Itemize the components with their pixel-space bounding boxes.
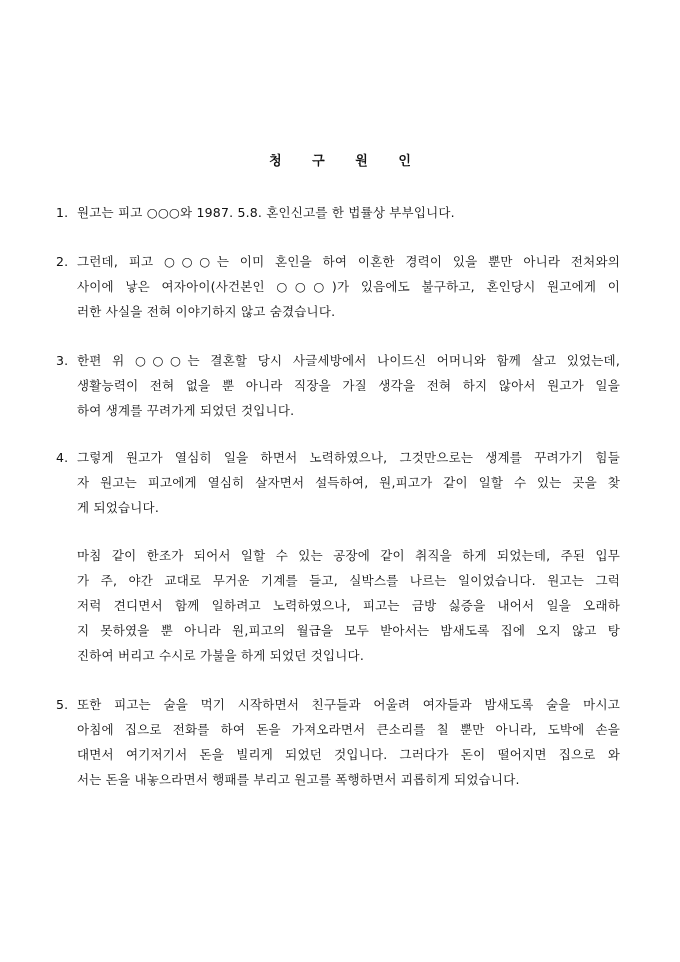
claim-item-4-continuation	[77, 543, 620, 668]
item-line: 한편 위 ○○○는 결혼할 당시 사글세방에서 나이드신 어머니와 함께 살고 있었는데,	[77, 353, 620, 368]
item-line: 아침에 집으로 전화를 하여 돈을 가져오라면서 큰소리를 칠 뿐만 아니라, 도박에 손을	[77, 722, 620, 737]
item-line: 러한 사실을 전혀 이야기하지 않고 숨겼습니다.	[77, 304, 336, 319]
item-line: 또한 피고는 술을 먹기 시작하면서 친구들과 어울려 여자들과 밤새도록 술을 마시고	[77, 697, 620, 712]
item-line: 가 주, 야간 교대로 무거운 기계를 들고, 실박스를 나르는 일이었습니다. 원고는 그럭	[77, 573, 620, 588]
item-line: 대면서 여기저기서 돈을 빌리게 되었던 것입니다. 그러다가 돈이 떨어지면 집으로 와	[77, 747, 620, 762]
item-number: 3.	[56, 353, 69, 368]
item-line: 자 원고는 피고에게 열심히 살자면서 설득하여, 원,피고가 같이 일할 수 있는 곳을 찾	[77, 475, 620, 490]
item-number: 1.	[56, 205, 69, 220]
item-line: 저럭 견디면서 함께 일하려고 노력하였으나, 피고는 금방 싫증을 내어서 일을 오래하	[77, 598, 620, 613]
claim-item-2	[56, 249, 620, 324]
claim-item-5	[56, 692, 620, 792]
item-line: 서는 돈을 내놓으라면서 행패를 부리고 원고를 폭행하면서 괴롭히게 되었습니다.	[77, 772, 520, 787]
item-number: 2.	[56, 254, 69, 269]
claim-item-1	[56, 200, 620, 225]
item-line: 원고는 피고 ○○○와 1987. 5.8. 혼인신고를 한 법률상 부부입니다.	[77, 205, 455, 220]
item-line: 생활능력이 전혀 없을 뿐 아니라 직장을 가질 생각을 전혀 하지 않아서 원고가 일을	[77, 378, 620, 393]
item-line: 하여 생계를 꾸려가게 되었던 것입니다.	[77, 403, 295, 418]
claim-item-4	[56, 445, 620, 520]
claim-item-3	[56, 348, 620, 423]
item-line: 마침 같이 한조가 되어서 일할 수 있는 공장에 같이 취직을 하게 되었는데, 주된 입무	[77, 548, 620, 563]
item-number: 5.	[56, 697, 69, 712]
item-line: 진하여 버리고 수시로 가불을 하게 되었던 것입니다.	[77, 648, 364, 663]
item-line: 사이에 낳은 여자아이(사건본인 ○○○)가 있음에도 불구하고, 혼인당시 원고에게 이	[77, 279, 620, 294]
item-line: 그렇게 원고가 열심히 일을 하면서 노력하였으나, 그것만으로는 생계를 꾸려가기 힘들	[77, 450, 620, 465]
item-line: 게 되었습니다.	[77, 500, 159, 515]
document-title: 청 구 원 인	[269, 154, 424, 169]
item-line: 지 못하였을 뿐 아니라 원,피고의 월급을 모두 받아서는 밤새도록 집에 오지 않고 탕	[77, 623, 620, 638]
item-line: 그런데, 피고 ○○○는 이미 혼인을 하여 이혼한 경력이 있을 뿐만 아니라 전처와의	[77, 254, 620, 269]
item-number: 4.	[56, 450, 69, 465]
